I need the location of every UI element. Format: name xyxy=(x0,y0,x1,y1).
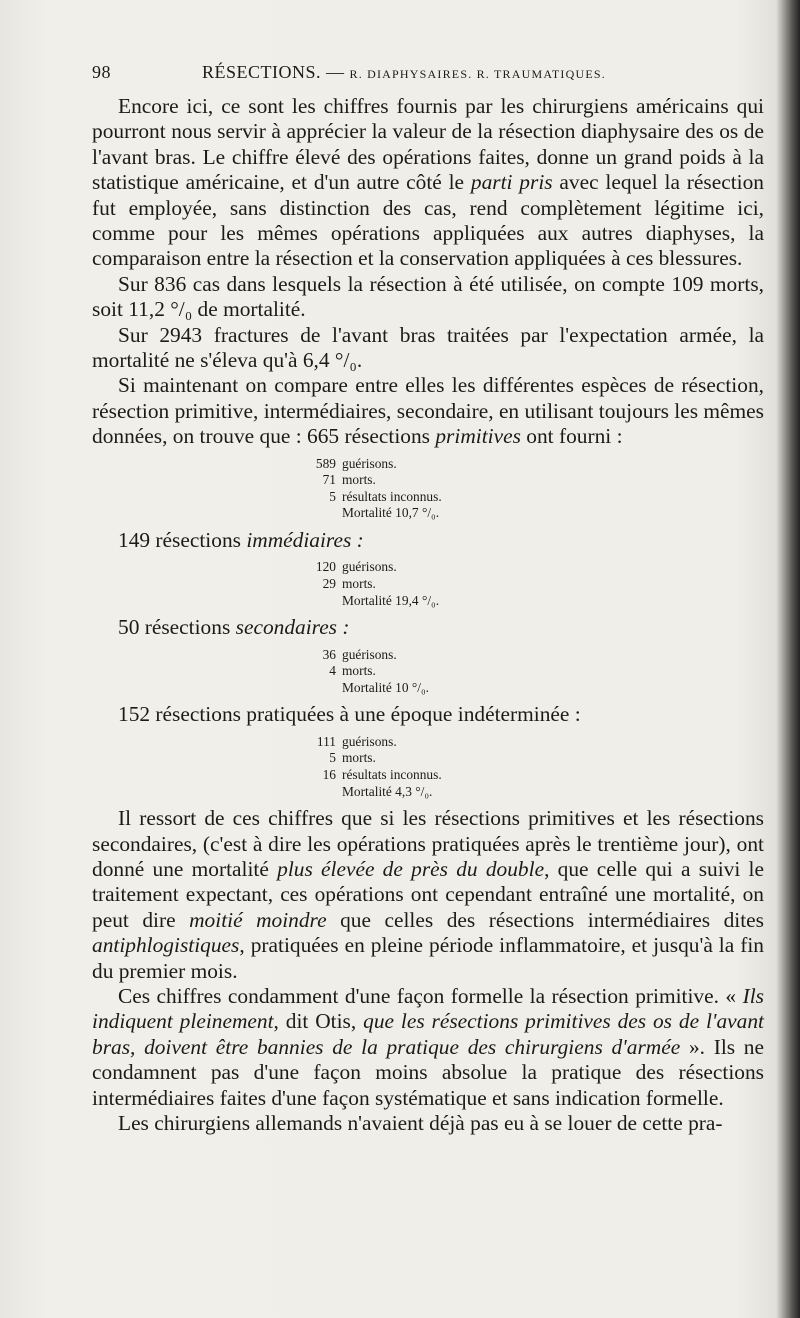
stats-row: 36 guérisons. xyxy=(322,646,397,662)
stats-row: 120 guérisons. xyxy=(315,559,397,575)
section-heading: 149 résections immédiaires : xyxy=(118,528,364,553)
emphasis: moitié moindre xyxy=(189,907,327,932)
emphasis: primitives xyxy=(435,424,521,449)
emphasis: parti pris xyxy=(470,170,553,195)
paragraph: Les chirurgiens allemands n'avaient déjà pas eu à se louer de cette pra- xyxy=(118,1111,723,1136)
stats-row: 5 résultats inconnus. xyxy=(329,488,442,504)
section-heading: 152 résections pratiquées à une époque indéterminée : xyxy=(118,702,581,727)
stats-row: 4 morts. xyxy=(329,663,376,679)
running-title-main: RÉSECTIONS. — xyxy=(202,62,350,82)
paragraph: Sur 2943 fractures de l'avant bras traitées par l'expectation armée, la mortalité ne s'éleva qu'à 6,4 °/₀. xyxy=(92,322,764,373)
mortality-line: Mortalité 4,3 °/₀. xyxy=(342,783,433,799)
emphasis: Ils indiquent pleinement xyxy=(92,984,764,1034)
emphasis: que les résections primitives des os de l'avant bras, doivent être bannies de la pratique des chirurgiens d'armée xyxy=(92,1009,764,1059)
paragraph: Ces chiffres condamment d'une façon formelle la résection primitive. « Ils indiquent pleinement, dit Otis, que les résections primitives des os de l'avant bras, doivent être bannies de la pratique des chirurgiens d'armée ». Ils ne condamnent pas d'une façon moins absolue la pratique des résections intermédiaires faites d'une façon systématique et sans indication formelle. xyxy=(92,984,764,1110)
paragraph: Il ressort de ces chiffres que si les résections primitives et les résections secondaires, (c'est à dire les opérations pratiquées après le trentième jour), ont donné une mortalité plus élevée de près du double, que celle qui a suivi le traitement expectant, ces opérations ont cependant entraîné une mortalité, on peut dire moitié moindre que celles des résections intermédiaires dites antiphlogistiques, pratiquées en pleine période inflammatoire, et jusqu'à la fin du premier mois. xyxy=(92,806,764,983)
stats-row: 71 morts. xyxy=(322,472,376,488)
stats-row: 29 morts. xyxy=(322,576,376,592)
mortality-line: Mortalité 10 °/₀. xyxy=(342,679,430,695)
stats-row: 589 guérisons. xyxy=(315,455,397,471)
page-number: 98 xyxy=(92,62,111,82)
stats-row: 111 guérisons. xyxy=(316,733,397,749)
running-header xyxy=(92,62,667,86)
stats-row: 5 morts. xyxy=(329,750,376,766)
stats-block-indeterminee xyxy=(92,734,764,800)
section-heading: 50 résections secondaires : xyxy=(118,615,350,640)
paragraph: Encore ici, ce sont les chiffres fournis par les chirurgiens américains qui pourront nous servir à apprécier la valeur de la résection diaphysaire des os de l'avant bras. Le chiffre élevé des opérations faites, donne un grand poids à la statistique américaine, et d'un autre côté le parti pris avec lequel la résection fut employée, sans distinction des cas, rend complètement légitime ici, comme pour les mêmes opérations appliquées aux autres diaphyses, la comparaison entre la résection et la conservation appliquées à ces blessures. xyxy=(92,94,764,271)
stats-block-immediaires xyxy=(92,559,764,609)
stats-block-primitives xyxy=(92,456,764,522)
running-title xyxy=(202,62,606,83)
emphasis: antiphlogistiques xyxy=(92,933,240,958)
emphasis: plus élevée de près du double xyxy=(277,857,545,882)
stats-block-secondaires xyxy=(92,647,764,697)
mortality-line: Mortalité 10,7 °/₀. xyxy=(342,505,440,521)
running-title-small: R. DIAPHYSAIRES. R. TRAUMATIQUES. xyxy=(349,67,606,81)
mortality-line: Mortalité 19,4 °/₀. xyxy=(342,592,440,608)
paragraph: Sur 836 cas dans lesquels la résection à été utilisée, on compte 109 morts, soit 11,2 °/₀ de mortalité. xyxy=(92,271,764,322)
body-text xyxy=(92,94,764,1137)
stats-row: 16 résultats inconnus. xyxy=(322,767,442,783)
paragraph: Si maintenant on compare entre elles les différentes espèces de résection, résection primitive, intermédiaires, secondaire, en utilisant toujours les mêmes données, on trouve que : 665 résections primitives ont fourni : xyxy=(92,373,764,449)
